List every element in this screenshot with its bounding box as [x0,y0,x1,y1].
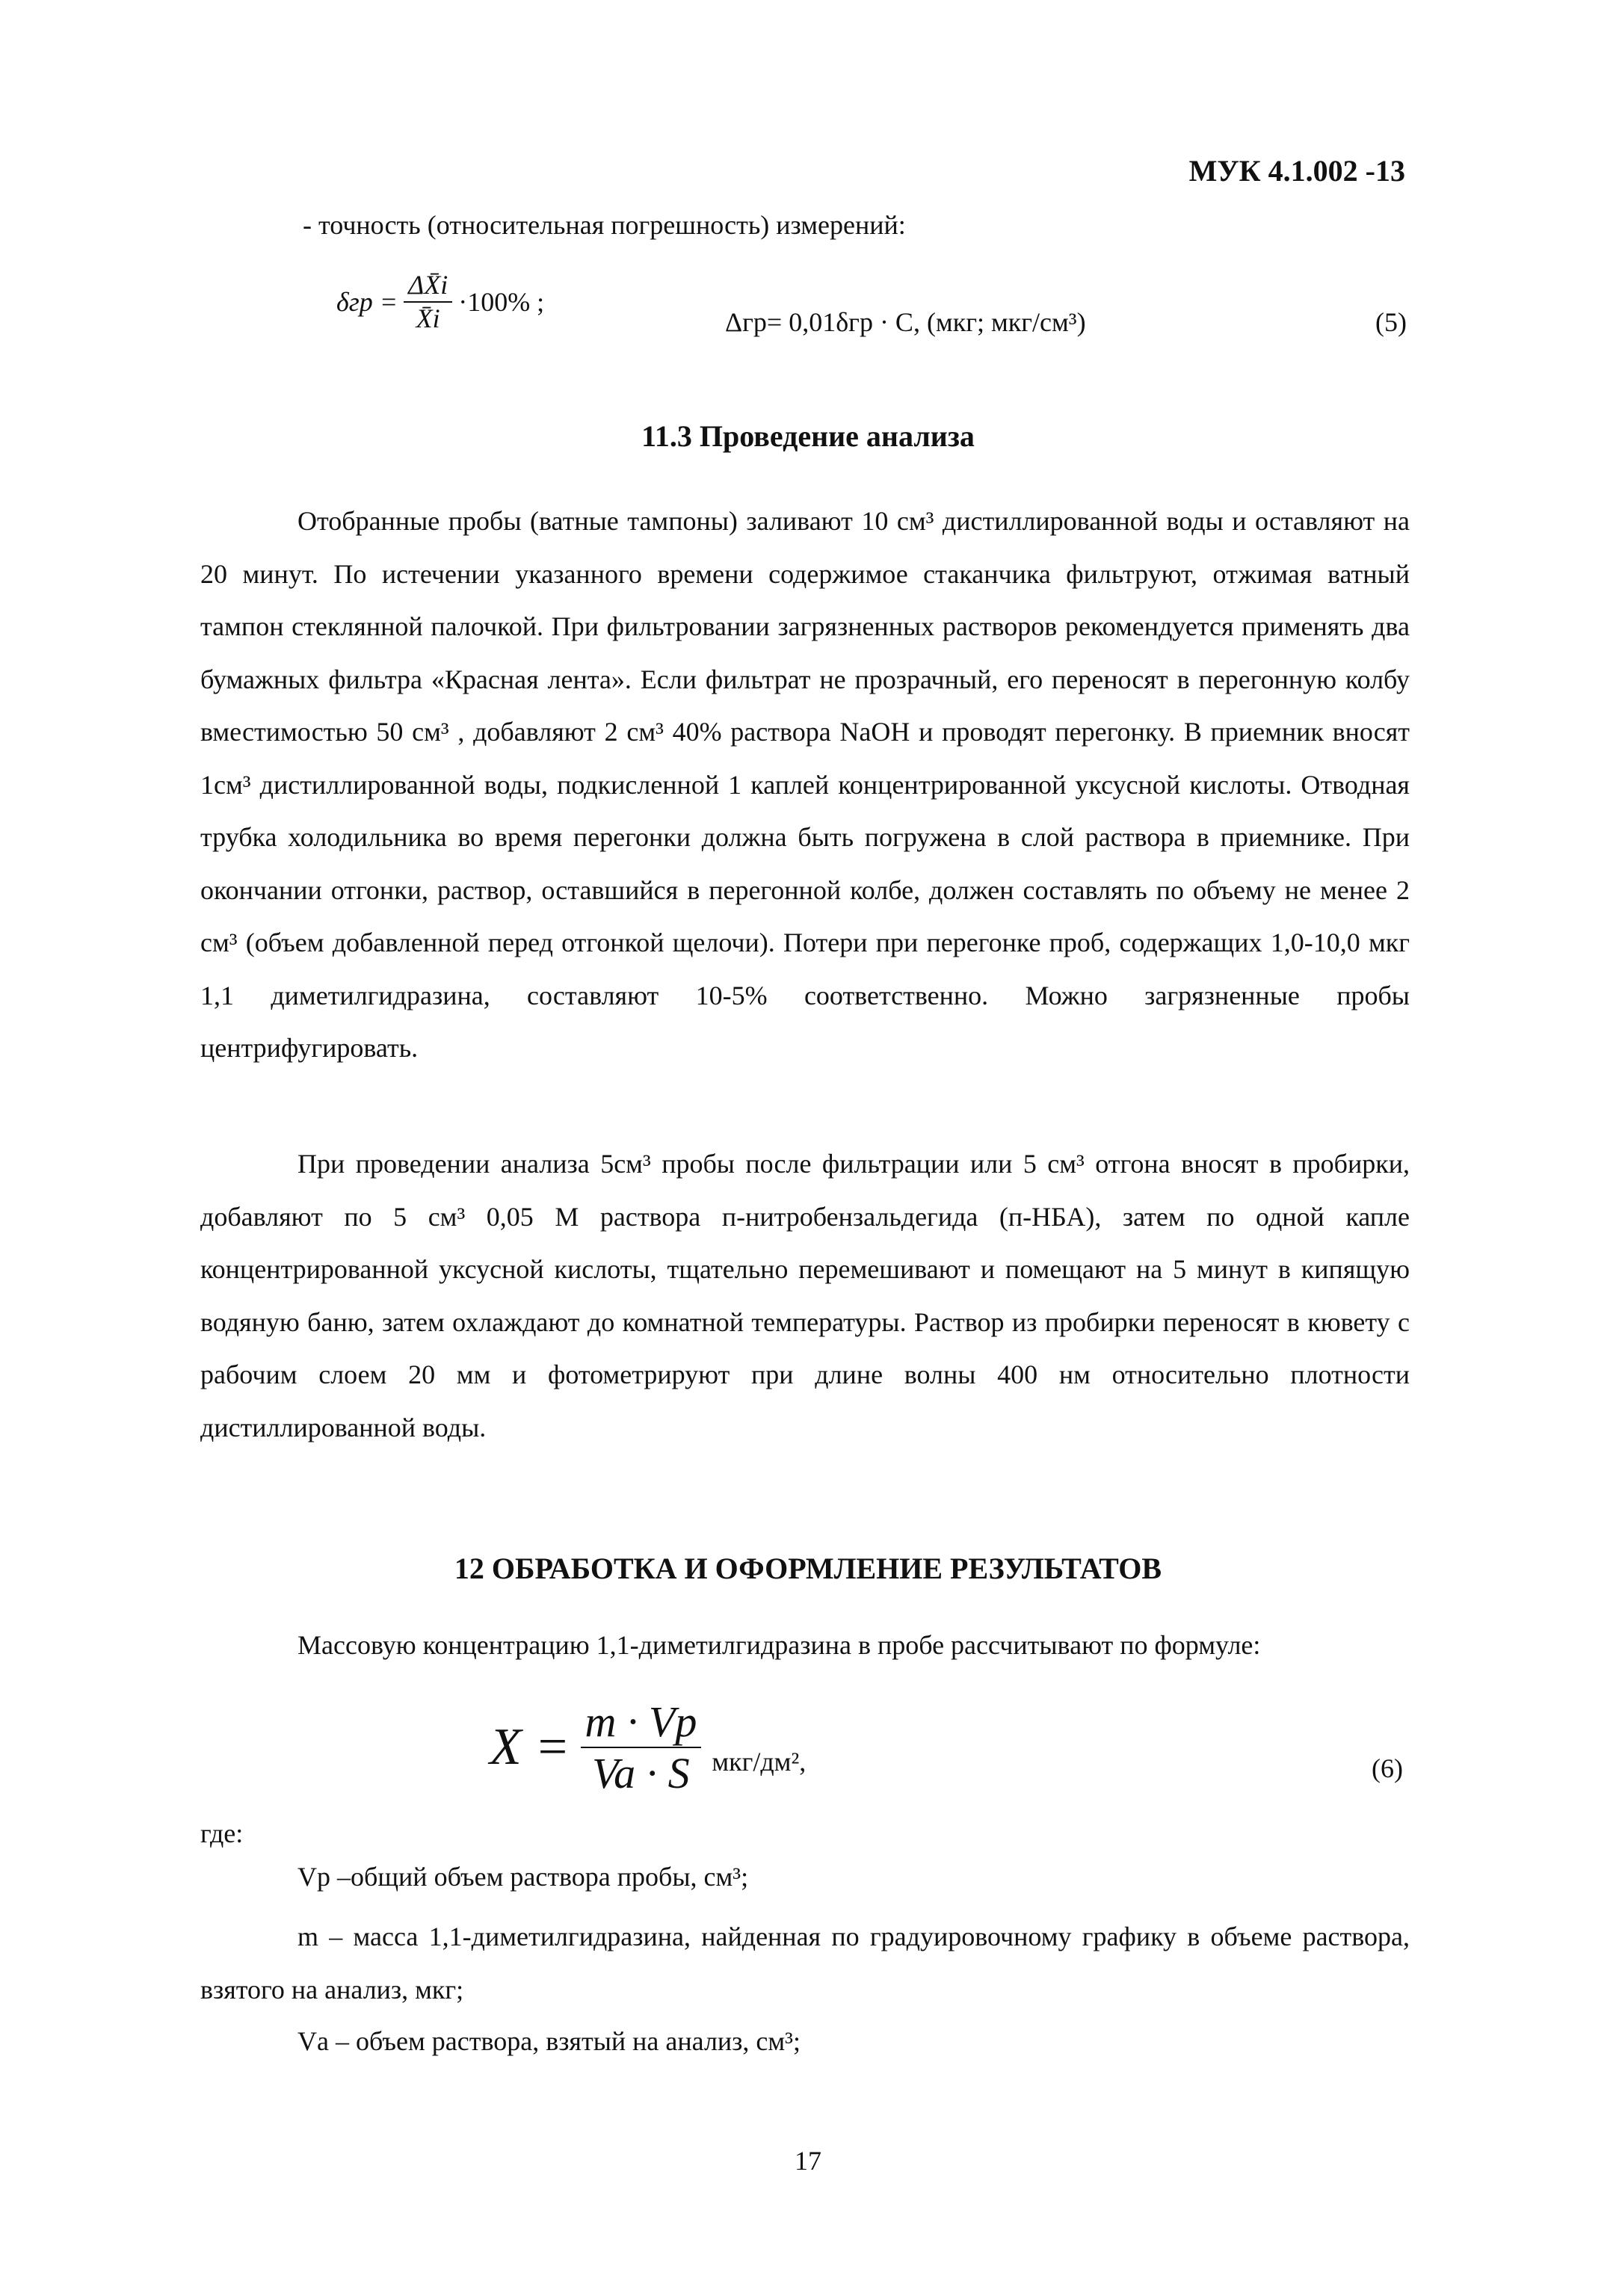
formula-relative-error [336,269,544,335]
formula-mass-concentration-denominator: Va · S [592,1749,690,1797]
equation-number-5: (5) [1375,307,1407,337]
section-12-intro: Массовую концентрацию 1,1-диметилгидразина в пробе рассчитывают по формуле: [297,1630,1261,1660]
formula-mass-concentration-lhs: X = [490,1718,570,1776]
accuracy-intro: - точность (относительная погрешность) измерений: [303,210,906,240]
formula-relative-error-suffix: ·100% ; [458,286,545,317]
formula-relative-error-denominator: X̄i [416,303,440,334]
definition-vp: Vр –общий объем раствора пробы, см³; [297,1862,749,1892]
definition-m: m – масса 1,1-диметилгидразина, найденная по градуировочному графику в объеме раствора, взятого на анализ, мкг; [200,1922,1410,2005]
page-number: 17 [795,2146,821,2176]
formula-mass-concentration [490,1697,806,1798]
document-code: МУК 4.1.002 -13 [1188,154,1405,188]
formula-absolute-error: Δгр= 0,01δгр · С, (мкг; мкг/см³) [725,307,1086,337]
section-11-3-paragraph-1: Отобранные пробы (ватные тампоны) заливают 10 см³ дистиллированной воды и оставляют на 20 минут. По истечении указанного времени содержимое стаканчика фильтруют, отжимая ватный тампон стеклянной палочкой. При фильтровании загрязненных растворов рекомендуется применять два бумажных фильтра «Красная лента». Если фильтрат не прозрачный, его переносят в перегонную колбу вместимостью 50 см³ , добавляют 2 см³ 40% раствора NaOH и проводят перегонку. В приемник вносят 1см³ дистиллированной воды, подкисленной 1 каплей концентрированной уксусной кислоты. Отводная трубка холодильника во время перегонки должна быть погружена в слой раствора в приемнике. При окончании отгонки, раствор, оставшийся в перегонной колбе, должен составлять по объему не менее 2 см³ (объем добавленной перед отгонкой щелочи). Потери при перегонке проб, содержащих 1,0-10,0 мкг 1,1 диметилгидразина, составляют 10-5% соответственно. Можно загрязненные пробы центрифугировать. [200,506,1410,1063]
section-11-3-paragraph-2: При проведении анализа 5см³ пробы после фильтрации или 5 см³ отгона вносят в пробирки, добавляют по 5 см³ 0,05 М раствора п-нитробензальдегида (п-НБА), затем по одной капле концентрированной уксусной кислоты, тщательно перемешивают и помещают на 5 минут в кипящую водяную баню, затем охлаждают до комнатной температуры. Раствор из пробирки переносят в кювету с рабочим слоем 20 мм и фотометрируют при длине волны 400 нм относительно плотности дистиллированной воды. [200,1149,1410,1442]
formula-mass-concentration-fraction [581,1697,702,1798]
definition-va: Vа – объем раствора, взятый на анализ, см³; [297,2026,801,2056]
where-label: где: [200,1818,244,1848]
formula-relative-error-lhs: δгр = [336,286,398,317]
section-11-3-title: 11.3 Проведение анализа [641,419,975,453]
formula-relative-error-fraction [404,269,452,335]
section-12-title: 12 ОБРАБОТКА И ОФОРМЛЕНИЕ РЕЗУЛЬТАТОВ [454,1552,1162,1585]
formula-relative-error-numerator: ΔX̄i [404,269,452,303]
equation-number-6: (6) [1372,1753,1403,1783]
formula-mass-concentration-numerator: m · Vp [581,1697,702,1748]
formula-mass-concentration-unit: мкг/дм², [712,1747,807,1777]
